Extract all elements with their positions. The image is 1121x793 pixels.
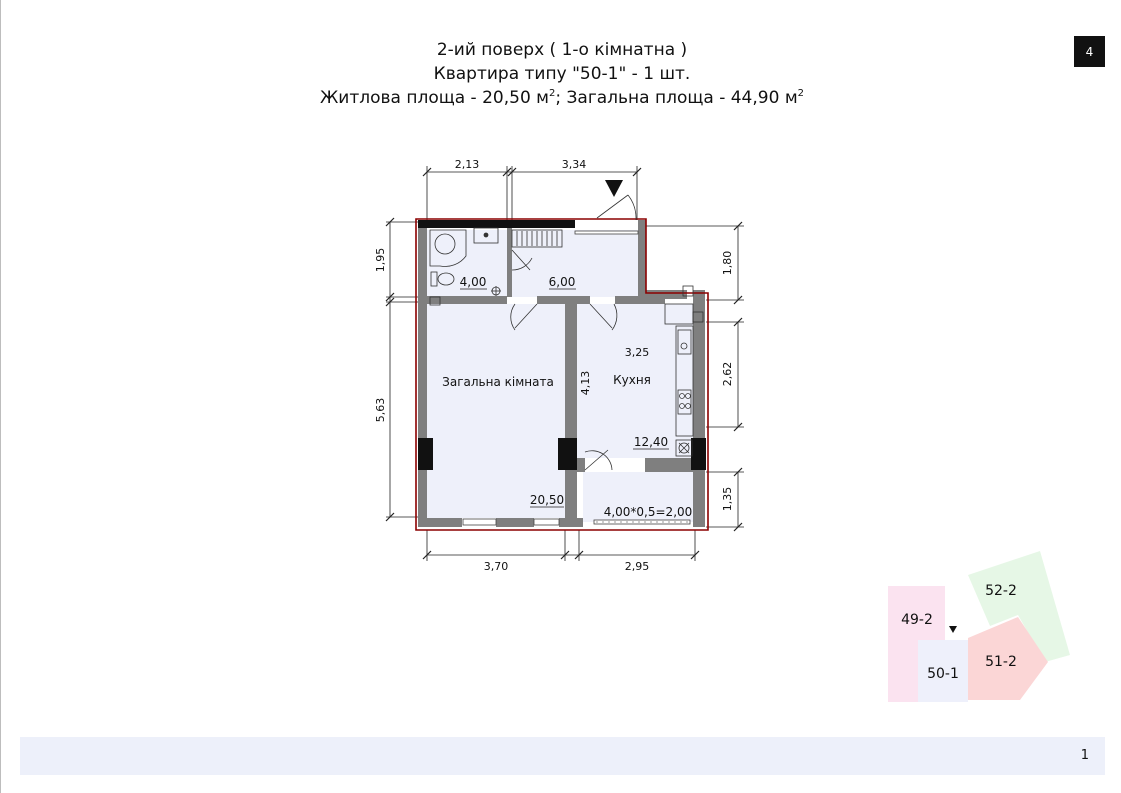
hallway-area: 6,00 xyxy=(548,275,576,289)
page-number: 1 xyxy=(1080,748,1089,763)
key-label-50-1: 50-1 xyxy=(927,666,959,682)
floor-title: 2-ий поверх ( 1-о кімнатна ) xyxy=(436,40,688,60)
kitchen-area: 12,40 xyxy=(633,435,669,449)
dim-right-top: 1,80 xyxy=(721,250,734,276)
area-summary: Житлова площа - 20,50 $м^2$; Загальна площа - 44,90 $м^2$ xyxy=(319,88,805,108)
entrance-arrow-icon xyxy=(605,180,623,197)
living-room-name: Загальна кімната xyxy=(442,375,554,389)
balcony-area: 4,00*0,5=2,00 xyxy=(603,505,693,519)
dim-top-left: 2,13 xyxy=(454,158,480,171)
key-entrance-marker-icon xyxy=(949,626,957,633)
footer-bar xyxy=(20,737,1105,775)
dim-bottom-right: 2,95 xyxy=(624,560,650,573)
dim-right-mid: 2,62 xyxy=(721,361,734,387)
dim-top-right: 3,34 xyxy=(561,158,587,171)
page-badge: 4 xyxy=(1074,36,1105,67)
key-label-49-2: 49-2 xyxy=(901,612,933,628)
living-room-area: 20,50 xyxy=(529,493,565,507)
living-room-floor xyxy=(427,304,565,518)
dim-right-bottom: 1,35 xyxy=(721,486,734,512)
key-label-52-2: 52-2 xyxy=(985,583,1017,599)
dim-bottom-left: 3,70 xyxy=(483,560,509,573)
apartment-type: Квартира типу "50-1" - 1 шт. xyxy=(433,64,691,84)
kitchen-name: Кухня xyxy=(613,373,651,387)
dim-left-top: 1,95 xyxy=(374,247,387,273)
bathroom-area: 4,00 xyxy=(459,275,487,289)
dim-left-main: 5,63 xyxy=(374,397,387,423)
dim-kitchen-height: 4,13 xyxy=(579,370,592,396)
key-label-51-2: 51-2 xyxy=(985,654,1017,670)
key-plan xyxy=(888,551,1070,702)
dim-kitchen-width: 3,25 xyxy=(624,346,650,359)
